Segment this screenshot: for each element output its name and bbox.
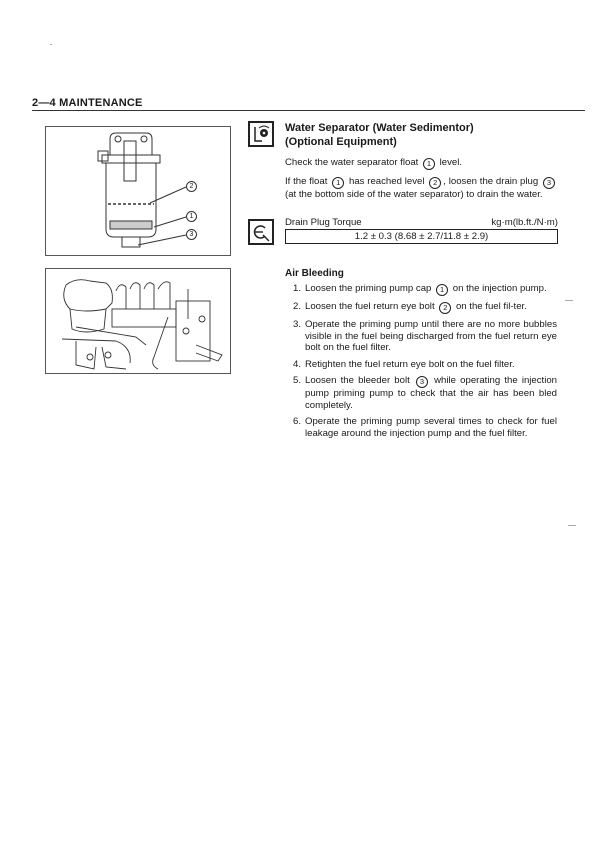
callout-3: 3 <box>416 376 428 388</box>
callout-3: 3 <box>543 177 555 189</box>
torque-wrench-icon <box>248 219 274 245</box>
inspect-icon <box>248 121 274 147</box>
water-separator-figure <box>45 126 231 256</box>
injection-pump-illustration <box>46 269 230 373</box>
callout-2: 2 <box>429 177 441 189</box>
step-item: 4. Retighten the fuel return eye bolt on the fuel filter. <box>292 358 515 370</box>
step-item: 1. Loosen the priming pump cap 1 on the injection pump. <box>292 283 547 294</box>
drain-instructions-paragraph: If the float 1 has reached level 2 , loosen the drain plug 3 (at the bottom side of the water separator) to drain the water. <box>285 176 557 201</box>
callout-1: 1 <box>436 284 448 296</box>
callout-1: 1 <box>423 158 435 170</box>
water-separator-title: Water Separator (Water Sedimentor) (Optional Equipment) <box>285 122 474 148</box>
scan-artifact <box>568 525 576 526</box>
scan-artifact <box>50 44 52 45</box>
scan-artifact <box>565 300 573 301</box>
figure-callout-1: 1 <box>186 211 197 222</box>
injection-pump-figure <box>45 268 231 374</box>
torque-label: Drain Plug Torque <box>285 217 362 228</box>
torque-value: 1.2 ± 0.3 (8.68 ± 2.7/11.8 ± 2.9) <box>285 229 558 244</box>
check-float-paragraph: Check the water separator float 1 level. <box>285 157 463 168</box>
water-separator-illustration <box>46 127 230 255</box>
step-item: 6. Operate the priming pump several times to check for fuel leakage around the injection pump and the fuel filter. <box>292 416 557 439</box>
air-bleeding-steps <box>285 283 557 444</box>
section-header: 2—4 MAINTENANCE <box>32 97 143 109</box>
callout-1: 1 <box>332 177 344 189</box>
figure-callout-3: 3 <box>186 229 197 240</box>
torque-unit: kg·m(lb.ft./N·m) <box>491 217 558 228</box>
header-divider <box>32 110 585 111</box>
air-bleeding-title: Air Bleeding <box>285 268 344 279</box>
step-item: 2. Loosen the fuel return eye bolt 2 on the fuel fil-ter. <box>292 301 527 312</box>
figure-callout-2: 2 <box>186 181 197 192</box>
step-item: 3. Operate the priming pump until there are no more bubbles visible in the fuel being discharged from the fuel return eye bolt on the fuel filter. <box>292 319 557 353</box>
step-item: 5. Loosen the bleeder bolt 3 while operating the injection pump priming pump to check that the air has been bled completely. <box>292 375 558 411</box>
callout-2: 2 <box>439 302 451 314</box>
